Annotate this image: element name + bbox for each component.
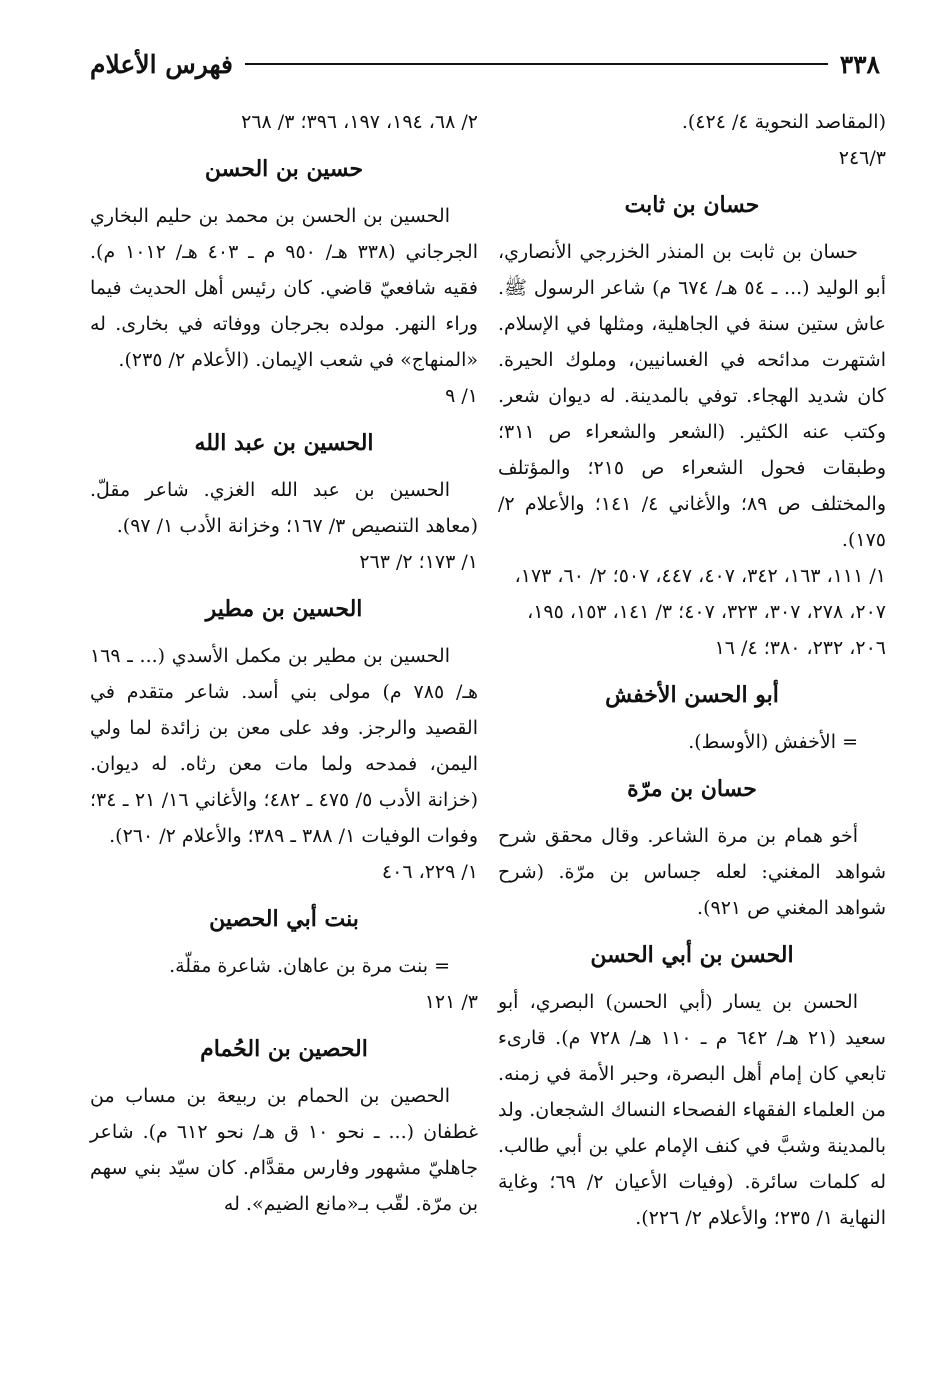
entry-title: حسان بن ثابت (624, 192, 760, 218)
entry-body: الحسين بن عبد الله الغزي. شاعر مقلّ. (معاهد التنصيص ٣/ ١٦٧؛ وخزانة الأدب ١/ ٩٧). (90, 479, 478, 537)
entry-refs: ١/ ٢٢٩، ٤٠٦ (381, 861, 478, 883)
entry-body: الحسن بن يسار (أبي الحسن) البصري، أبو سعيد (٢١ هـ/ ٦٤٢ م ـ ١١٠ هـ/ ٧٢٨ م). قارىء تابعي كان إمام أهل البصرة، وحبر الأمة في زمنه. من العلماء الفقهاء الفصحاء النساك الشجعان. ولد بالمدينة وشبَّ في كنف الإمام علي بن أبي طالب. له كلمات سائرة. (وفيات الأعيان ٢/ ٦٩؛ وغاية النهاية ١/ ٢٣٥؛ والأعلام ٢/ ٢٢٦). (498, 991, 886, 1229)
entry-title: الحسين بن عبد الله (194, 430, 374, 456)
entry-body: الحصين بن الحمام بن ربيعة بن مساب من غطفان (... ـ نحو ١٠ ق هـ/ نحو ٦١٢ م). شاعر جاهليّ مشهور وفارس مقدَّام. كان سيّد بني سهم بن مرّة. لقّب بـ«مانع الضيم». له (90, 1085, 479, 1215)
entry-body: الحسين بن الحسن بن محمد بن حليم البخاري الجرجاني (٣٣٨ هـ/ ٩٥٠ م ـ ٤٠٣ هـ/ ١٠١٢ م). فقيه شافعيّ قاضي. كان رئيس أهل الحديث فيما وراء النهر. مولده بجرجان ووفاته في بخارى. له «المنهاج» في شعب الإيمان. (الأعلام ٢/ ٢٣٥). (90, 205, 478, 371)
continuation-text: (المقاصد النحوية ٤/ ٤٢٤). (681, 111, 886, 133)
right-column (498, 104, 886, 1236)
page-header (90, 44, 880, 84)
entry (90, 903, 478, 1020)
entry-refs: ١/ ٩ (445, 385, 478, 407)
entry-title: حسان بن مرّة (627, 776, 757, 802)
left-column (90, 104, 478, 1222)
entry (90, 1033, 478, 1222)
entry-title: أبو الحسن الأخفش (605, 682, 779, 708)
entry (498, 773, 886, 926)
running-title: فهرس الأعلام (90, 49, 234, 79)
entry-body: = بنت مرة بن عاهان. شاعرة مقلّة. (169, 955, 450, 977)
entry-title: بنت أبي الحصين (209, 906, 359, 932)
entry (498, 679, 886, 760)
continuation-refs: ٢٤٦/٣ (838, 147, 886, 169)
entry-body: أخو همام بن مرة الشاعر. وقال محقق شرح شواهد المغني: لعله جساس بن مرّة. (شرح شواهد المغني ص ٩٢١). (498, 825, 886, 919)
entry-title: الحسين بن مطير (205, 596, 363, 622)
entry (498, 939, 886, 1236)
entry-refs: ١/ ١١١، ١٦٣، ٣٤٢، ٤٠٧، ٤٤٧، ٥٠٧؛ ٢/ ٦٠، ١٧٣، ٢٠٧، ٢٧٨، ٣٠٧، ٣٢٣، ٤٠٧؛ ٣/ ١٤١، ١٥٣، ١٩٥، ٢٠٦، ٢٣٢، ٣٨٠؛ ٤/ ١٦ (514, 565, 886, 659)
header-rule (245, 63, 828, 65)
entry (90, 427, 478, 580)
entry-title: حسين بن الحسن (204, 156, 364, 182)
page-number: ٣٣٨ (839, 49, 880, 79)
entry-body: حسان بن ثابت بن المنذر الخزرجي الأنصاري، أبو الوليد (... ـ ٥٤ هـ/ ٦٧٤ م) شاعر الرسول ﷺ. عاش ستين سنة في الجاهلية، ومثلها في الإسلام. اشتهرت مدائحه في الغسانيين، وملوك الحيرة. كان شديد الهجاء. توفي بالمدينة. له ديوان شعر. وكتب عنه الكثير. (الشعر والشعراء ص ٣١١؛ وطبقات فحول الشعراء ص ٢١٥؛ والمؤتلف والمختلف ص ٨٩؛ والأغاني ٤/ ١٤١؛ والأعلام ٢/ ١٧٥). (498, 241, 886, 551)
entry-body: الحسين بن مطير بن مكمل الأسدي (... ـ ١٦٩ هـ/ ٧٨٥ م) مولى بني أسد. شاعر متقدم في القصيد والرجز. وفد على معن بن زائدة لما ولي اليمن، فمدحه ولما مات معن رثاه. له ديوان. (خزانة الأدب ٥/ ٤٧٥ ـ ٤٨٢؛ والأغاني ١٦/ ٢١ ـ ٣٤؛ وفوات الوفيات ١/ ٣٨٨ ـ ٣٨٩؛ والأعلام ٢/ ٢٦٠). (90, 645, 478, 847)
entry-refs: ٣/ ١٢١ (424, 991, 478, 1013)
entry-body: = الأخفش (الأوسط). (688, 731, 858, 753)
continuation-refs: ٢/ ٦٨، ١٩٤، ١٩٧، ٣٩٦؛ ٣/ ٢٦٨ (241, 111, 478, 133)
entry-refs: ١/ ١٧٣؛ ٢/ ٢٦٣ (359, 551, 478, 573)
entry (498, 189, 886, 666)
entry (90, 153, 478, 414)
entry-title: الحصين بن الحُمام (200, 1036, 368, 1062)
entry (90, 593, 478, 890)
entry-title: الحسن بن أبي الحسن (590, 942, 794, 968)
